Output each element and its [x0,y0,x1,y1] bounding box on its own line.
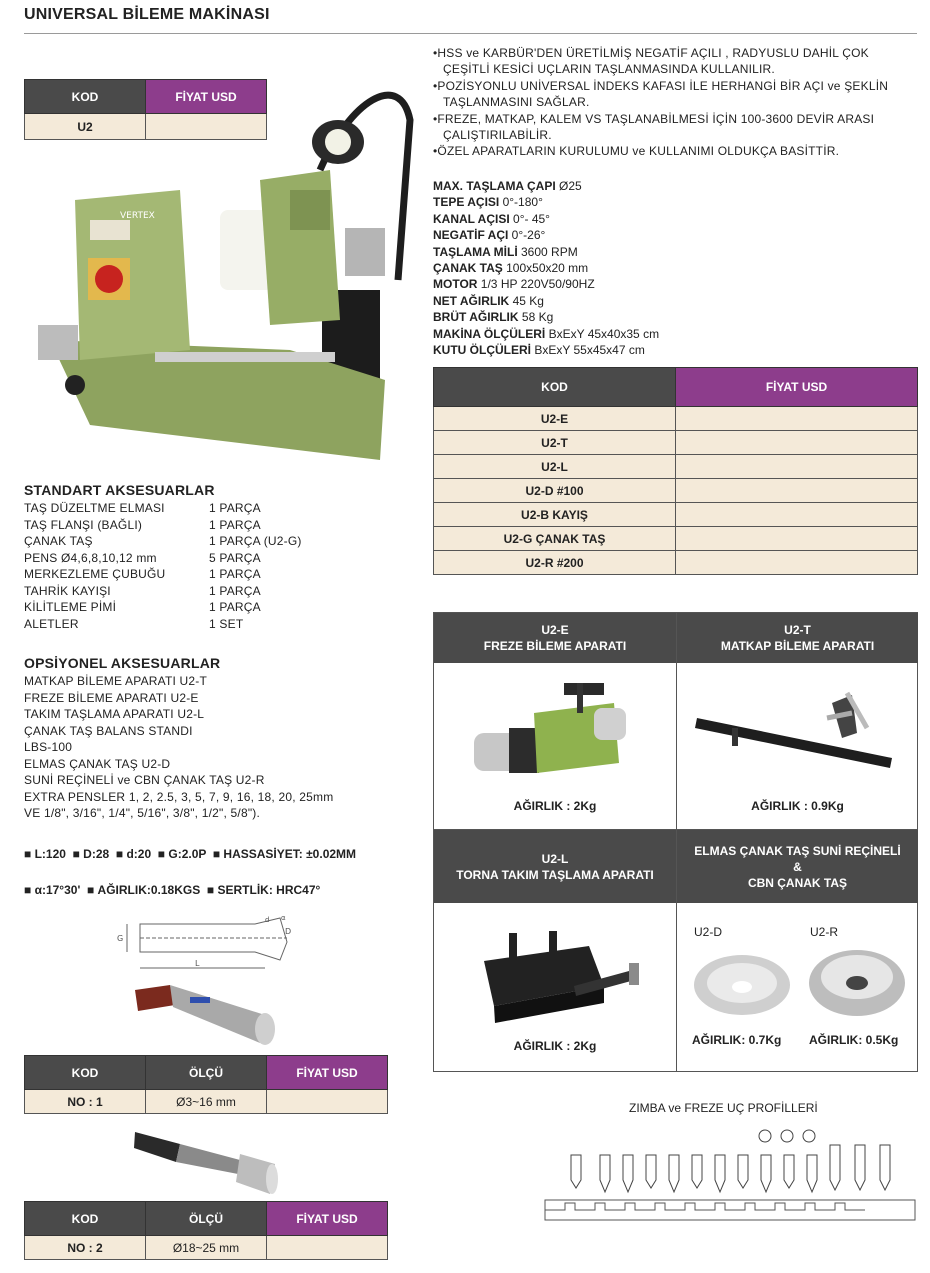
list-item: ALETLER 1 SET [24,616,244,631]
list-item: ÇANAK TAŞ BALANS STANDI [24,723,193,738]
cell-kod: U2 [25,114,146,140]
cell-kod: NO : 1 [25,1090,146,1114]
diagram-label-d-lower: d [265,916,270,924]
title-rule [24,33,917,34]
table-row: U2-B KAYIŞ [434,503,676,527]
cell-olcu: Ø3~16 mm [146,1090,267,1114]
feature-item: •ÖZEL APARATLARIN KURULUMU ve KULLANIMI OLDUKÇA BASİTTİR. [433,144,840,159]
machine-brand: VERTEX [120,211,155,221]
col-fiyat: FİYAT USD [267,1056,388,1090]
cell-olcu: Ø18~25 mm [146,1236,267,1260]
spec-row: KUTU ÖLÇÜLERİ BxExY 55x45x47 cm [433,343,645,358]
table-row: U2-T [434,431,676,455]
panel-header-u2-e: U2-E FREZE BİLEME APARATI [434,613,676,663]
list-item: TAŞ DÜZELTME ELMASI 1 PARÇA [24,501,261,515]
collet-spec-line-2: ■ α:17°30' ■ AĞIRLIK:0.18KGS ■ SERTLİK: HRC47° [24,883,321,897]
list-item: FREZE BİLEME APARATI U2-E [24,690,199,705]
spec-row: ÇANAK TAŞ 100x50x20 mm [433,261,589,276]
punch-profiles-diagram [543,1125,917,1225]
spec-row: NET AĞIRLIK 45 Kg [433,293,544,308]
u2-d-weight: AĞIRLIK: 0.7Kg [692,1033,782,1047]
col-kod: KOD [25,1202,146,1236]
list-item: ÇANAK TAŞ 1 PARÇA (U2-G) [24,534,302,548]
spec-row: MAKİNA ÖLÇÜLERİ BxExY 45x40x35 cm [433,326,660,341]
cell-fiyat [267,1236,388,1260]
accessory-panels [433,612,918,1072]
spec-row: MOTOR 1/3 HP 220V50/90HZ [433,277,595,292]
wheels-image [692,945,917,1025]
optional-title: OPSİYONEL AKSESUARLAR [24,655,221,671]
feature-list [433,45,918,160]
u2-e-image [469,678,644,788]
u2-t-weight: AĞIRLIK : 0.9Kg [751,799,844,813]
diagram-label-alpha: α [281,914,286,922]
standard-list [24,500,404,632]
list-item: EXTRA PENSLER 1, 2, 2.5, 3, 5, 7, 9, 16, 18, 20, 25mm [24,789,334,804]
spec-row: TEPE AÇISI 0°-180° [433,195,543,210]
standard-title: STANDART AKSESUARLAR [24,482,215,498]
spec-row: NEGATİF AÇI 0°-26° [433,228,546,243]
table-row: U2-R #200 [434,551,676,575]
cell-kod: NO : 2 [25,1236,146,1260]
col-kod: KOD [25,80,146,114]
col-kod: KOD [25,1056,146,1090]
u2-r-weight: AĞIRLIK: 0.5Kg [809,1033,899,1047]
diagram-label-g: G [117,934,124,943]
diagram-label-d-upper: D [285,927,292,936]
list-item: TAKIM TAŞLAMA APARATI U2-L [24,707,205,721]
feature-item: •FREZE, MATKAP, KALEM VS TAŞLANABİLMESİ İÇİN 100-3600 DEVİR ARASI ÇALIŞTIRILABİLİR. [433,111,875,143]
u2-l-weight: AĞIRLIK : 2Kg [513,1039,597,1053]
u2-r-label: U2-R [810,925,839,939]
collet-no2-table [24,1201,388,1260]
spec-row: KANAL AÇISI 0°- 45° [433,211,550,226]
spec-row: BRÜT AĞIRLIK 58 Kg [433,310,554,325]
table-row: U2-G ÇANAK TAŞ [434,527,676,551]
panel-header-u2-d-r: ELMAS ÇANAK TAŞ SUNİ REÇİNELİ & CBN ÇANAK TAŞ [677,830,918,903]
col-fiyat: FİYAT USD [146,80,267,114]
col-olcu: ÖLÇÜ [146,1202,267,1236]
list-item: ELMAS ÇANAK TAŞ U2-D [24,756,171,771]
list-item: LBS-100 [24,740,73,754]
spec-list [433,178,733,358]
u2-t-image [692,683,907,783]
panel-header-u2-t: U2-T MATKAP BİLEME APARATI [677,613,918,663]
collet-no2-image [130,1122,280,1197]
spec-row: MAX. TAŞLAMA ÇAPI Ø25 [433,179,582,193]
list-item: SUNİ REÇİNELİ ve CBN ÇANAK TAŞ U2-R [24,773,265,787]
list-item: VE 1/8", 3/16", 1/4", 5/16", 3/8", 1/2", 5/8"). [24,806,261,820]
collet-spec-line-1: ■ L:120 ■ D:28 ■ d:20 ■ G:2.0P ■ HASSASİYET: ±0.02MM [24,847,357,861]
collet-no1-image [130,975,280,1050]
panel-header-u2-l: U2-L TORNA TAKIM TAŞLAMA APARATI [434,830,676,903]
list-item: MERKEZLEME ÇUBUĞU 1 PARÇA [24,567,261,581]
accessory-price-table [433,367,918,575]
list-item: KİLİTLEME PİMİ 1 PARÇA [24,600,261,614]
cell-fiyat [267,1090,388,1114]
col-fiyat: FİYAT USD [267,1202,388,1236]
u2-l-image [479,931,644,1026]
spec-row: TAŞLAMA MİLİ 3600 RPM [433,244,578,259]
diagram-label-l: L [195,959,200,968]
feature-item: •HSS ve KARBÜR'DEN ÜRETİLMİŞ NEGATİF AÇILI , RADYUSLU DAHİL ÇOK ÇEŞİTLİ KESİCİ UÇLARIN TAŞLANMASINDA KULLANILIR. [433,46,869,77]
collet-no1-table [24,1055,388,1114]
table-row: U2-L [434,455,676,479]
page-title: UNIVERSAL BİLEME MAKİNASI [24,6,270,23]
collet-drawing [115,910,295,972]
col-fiyat: FİYAT USD [676,368,918,407]
feature-item: •POZİSYONLU UNİVERSAL İNDEKS KAFASI İLE HERHANGİ BİR AÇI ve ŞEKLİN TAŞLANMASINI SAĞLAR. [433,78,889,110]
u2-d-label: U2-D [694,925,723,939]
col-kod: KOD [434,368,676,407]
list-item: TAŞ FLANŞI (BAĞLI) 1 PARÇA [24,517,261,532]
list-item: PENS Ø4,6,8,10,12 mm 5 PARÇA [24,550,261,565]
u2-e-weight: AĞIRLIK : 2Kg [513,799,597,813]
table-row: U2-D #100 [434,479,676,503]
table-row: U2-E [434,407,676,431]
col-olcu: ÖLÇÜ [146,1056,267,1090]
machine-image [20,80,420,460]
list-item: MATKAP BİLEME APARATI U2-T [24,674,208,688]
profiles-title: ZIMBA ve FREZE UÇ PROFİLLERİ [629,1101,818,1115]
list-item: TAHRİK KAYIŞI 1 PARÇA [24,583,261,598]
optional-list [24,673,424,822]
